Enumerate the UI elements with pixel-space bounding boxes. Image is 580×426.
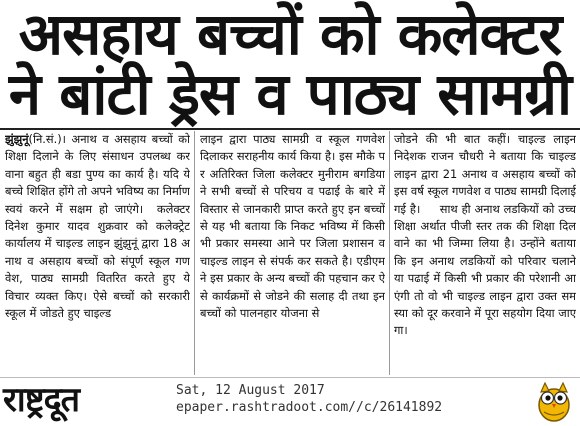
- article-column-1-text: (नि.सं.)। अनाथ व असहाय बच्चों को शिक्षा दिलाने के लिए संसाधन उपलब्ध करवाना बहुत ही बडा पुण्य का कार्य है। यदि ये बच्चे शिक्षित होंगे तो अपने भविष्य का निर्माण स्वयं करने में सक्षम हो जाएंगे। कलेक्टर दिनेश कुमार यादव शुक्रवार को कलेक्ट्रेट कार्यालय में चाइल्ड लाइन झुंझुनूं द्वारा 18 अनाथ व असहाय बच्चों को संपूर्ण स्कूल गणवेश, पाठ्य सामग्री वितरित करते हुए ये विचार व्यक्त किए। ऐसे बच्चों को सरकारी स्कूल में जोडते हुए चाइल्ड: [5, 132, 190, 321]
- article-column-3-text: जोडने की भी बात कहीं। चाइल्ड लाइन निदेशक राजन चौधरी ने बताया कि चाइल्ड लाइन द्वारा 21 अनाथ व असहाय बच्चों को इस वर्ष स्कूल गणवेश व पाठ्य सामग्री दिलाई गई है। साथ ही अनाथ लडकियों को उच्च शिक्षा अर्थात पीजी स्तर तक की शिक्षा दिलवाने का भी जिम्मा लिया है। उन्होंने बताया कि इन अनाथ लडकियों को परिवार चलाने या पढाई में किसी भी प्रकार की परेशानी आएंगी तो वो भी चाइल्ड लाइन द्वारा उक्त समस्या को दूर करवाने में पूरा सहयोग दिया जाएगा।: [394, 132, 576, 338]
- headline-line-2: ने बांटी ड्रेस व पाठ्य सामग्री: [8, 60, 572, 128]
- article-column-1: [5, 131, 190, 375]
- article-column-3: [394, 131, 576, 375]
- epaper-url[interactable]: epaper.rashtradoot.com//c/26141892: [176, 400, 443, 415]
- headline-line-1: असहाय बच्चों को कलेक्टर: [18, 0, 562, 68]
- column-divider: [389, 131, 390, 375]
- dateline: झुंझुनूं: [5, 132, 29, 146]
- article-column-2-text: लाइन द्वारा पाठ्य सामग्री व स्कूल गणवेश दिलाकर सराहनीय कार्य किया है। इस मौके पर अतिरिक्त जिला कलेक्टर मुनीराम बगडिया ने सभी बच्चों से परिचय व पढाई के बारे में विस्तार से जानकारी प्राप्त करते हुए इन बच्चों से यह भी बताया कि निकट भविष्य में किसी भी प्रकार समस्या आने पर जिला प्रशासन व चाइल्ड लाइन से संपर्क कर सकते है। एडीएम ने इस प्रकार के अन्य बच्चों की पहचान कर ऐसे कार्यक्रमों से जोडने की सलाह दी तथा इन बच्चों को पालनहार योजना से: [200, 132, 385, 321]
- headline-divider: [0, 128, 580, 130]
- owl-mascot-icon: [534, 380, 574, 422]
- article-column-2: [200, 131, 385, 375]
- headline: [0, 0, 580, 126]
- edition-meta: [176, 382, 442, 416]
- column-divider: [194, 131, 195, 375]
- footer-divider: [0, 377, 580, 378]
- newspaper-logo: राष्ट्रदूत: [3, 380, 80, 420]
- edition-date: Sat, 12 August 2017: [176, 383, 325, 398]
